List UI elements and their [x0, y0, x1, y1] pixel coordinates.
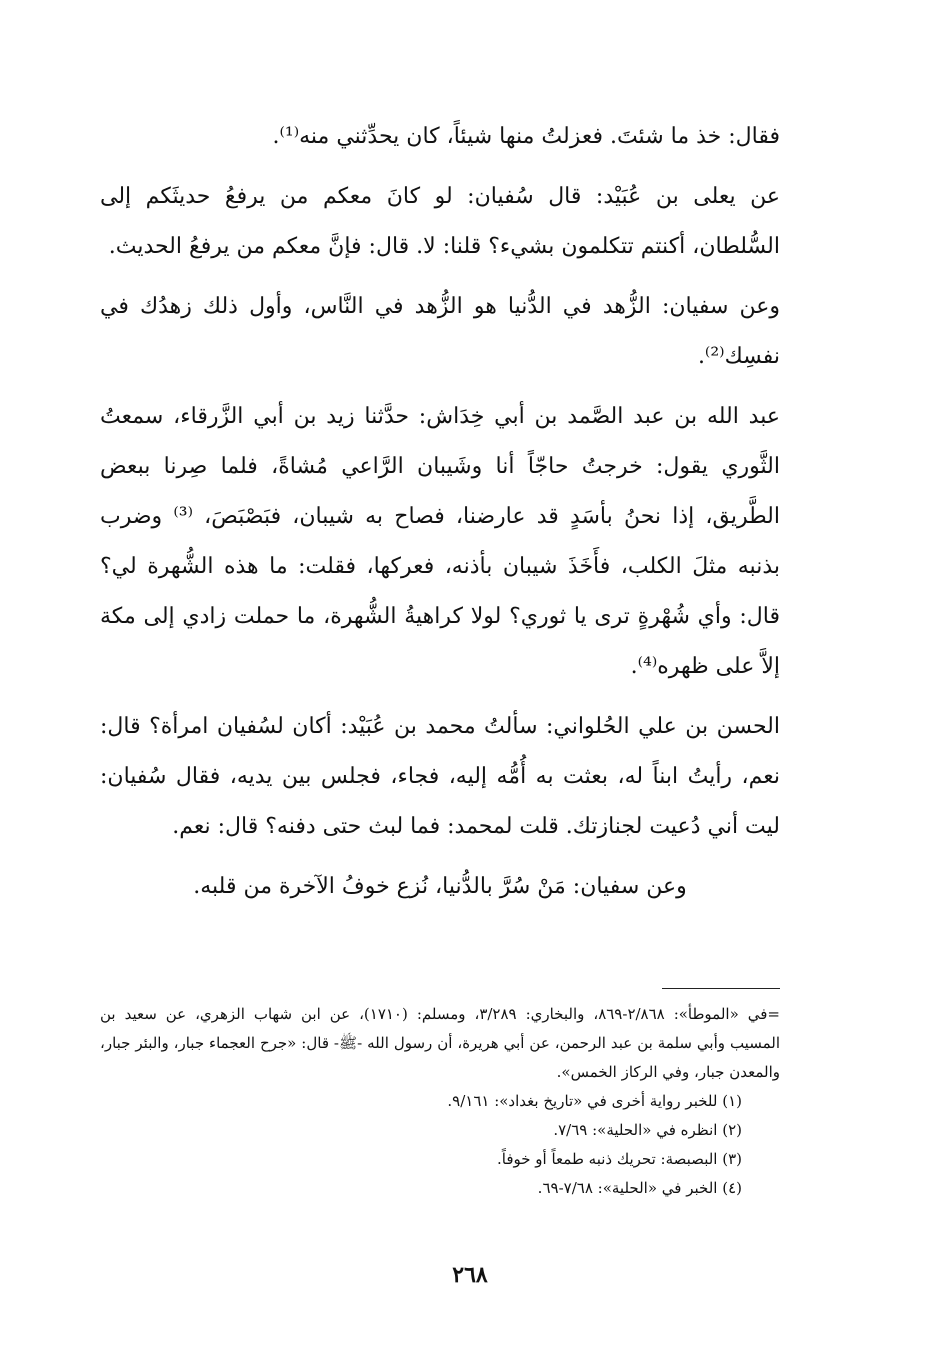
- footnotes: [100, 1000, 780, 1203]
- footnote-separator: [662, 988, 780, 989]
- paragraph: فقال: خذ ما شئتَ. فعزلتُ منها شيئاً، كان يحدِّثني منه⁽¹⁾.: [272, 124, 780, 149]
- footnote-3: (٣) البصبصة: تحريك ذنبه طمعاً أو خوفاً.: [496, 1150, 742, 1168]
- footnote-continuation: =في «الموطأ»: ٢/٨٦٨-٨٦٩، والبخاري: ٣/٢٨٩، ومسلم: (١٧١٠)، عن ابن شهاب الزهري، عن سعيد بن المسيب وأبي سلمة بن عبد الرحمن، عن أبي هريرة، أن رسول الله -ﷺ- قال: «جرح العجماء جبار، والبئر جبار، والمعدن جبار، وفي الركاز الخمس».: [100, 1005, 780, 1081]
- paragraph-last: وعن سفيان: مَنْ سُرَّ بالدُّنيا، نُزع خوفُ الآخرة من قلبه.: [193, 874, 687, 899]
- footnote-2: (٢) انظره في «الحلية»: ٧/٦٩.: [553, 1121, 742, 1139]
- paragraph: عبد الله بن عبد الصَّمد بن أبي خِدَاش: حدَّثنا زيد بن أبي الزَّرقاء، سمعتُ الثَّوري يقول: خرجتُ حاجّاً أنا وشَيبان الرَّاعي مُشاةً، فلما صِرنا ببعض الطَّريق، إذا نحنُ بأسَدٍ قد عارضنا، فصاح به شيبان، فبَصْبَصَ، ⁽³⁾ وضرب بذنبه مثلَ الكلب، فأَخَذَ شيبان بأذنه، فعركها، فقلت: ما هذه الشُّهرة لي؟ قال: وأي شُهْرةٍ ترى يا ثوري؟ لولا كراهيةُ الشُّهرة، ما حملت زادي إلى مكة إلاَّ على ظهره⁽⁴⁾.: [100, 404, 780, 679]
- paragraph: وعن سفيان: الزُّهد في الدُّنيا هو الزُّهد في النَّاس، وأول ذلك زهدُك في نفسِك⁽²⁾.: [100, 294, 780, 369]
- main-text: [100, 112, 780, 912]
- page-number: ٢٦٨: [452, 1262, 488, 1288]
- paragraph: الحسن بن علي الحُلواني: سألتُ محمد بن عُبَيْد: أكان لسُفيان امرأة؟ قال: نعم، رأيتُ ابناً له، بعثت به أُمُّه إليه، فجاء، فجلس بين يديه، فقال سُفيان: ليت أني دُعيت لجنازتك. قلت لمحمد: فما لبث حتى دفنه؟ قال: نعم.: [100, 714, 780, 839]
- footnote-4: (٤) الخبر في «الحلية»: ٧/٦٨-٦٩.: [537, 1179, 742, 1197]
- paragraph: عن يعلى بن عُبَيْد: قال سُفيان: لو كانَ معكم من يرفعُ حديثَكم إلى السُّلطان، أكنتم تتكلمون بشيء؟ قلنا: لا. قال: فإنَّ معكم من يرفعُ الحديث.: [100, 184, 780, 259]
- footnote-1: (١) للخبر رواية أخرى في «تاريخ بغداد»: ٩/١٦١.: [447, 1092, 742, 1110]
